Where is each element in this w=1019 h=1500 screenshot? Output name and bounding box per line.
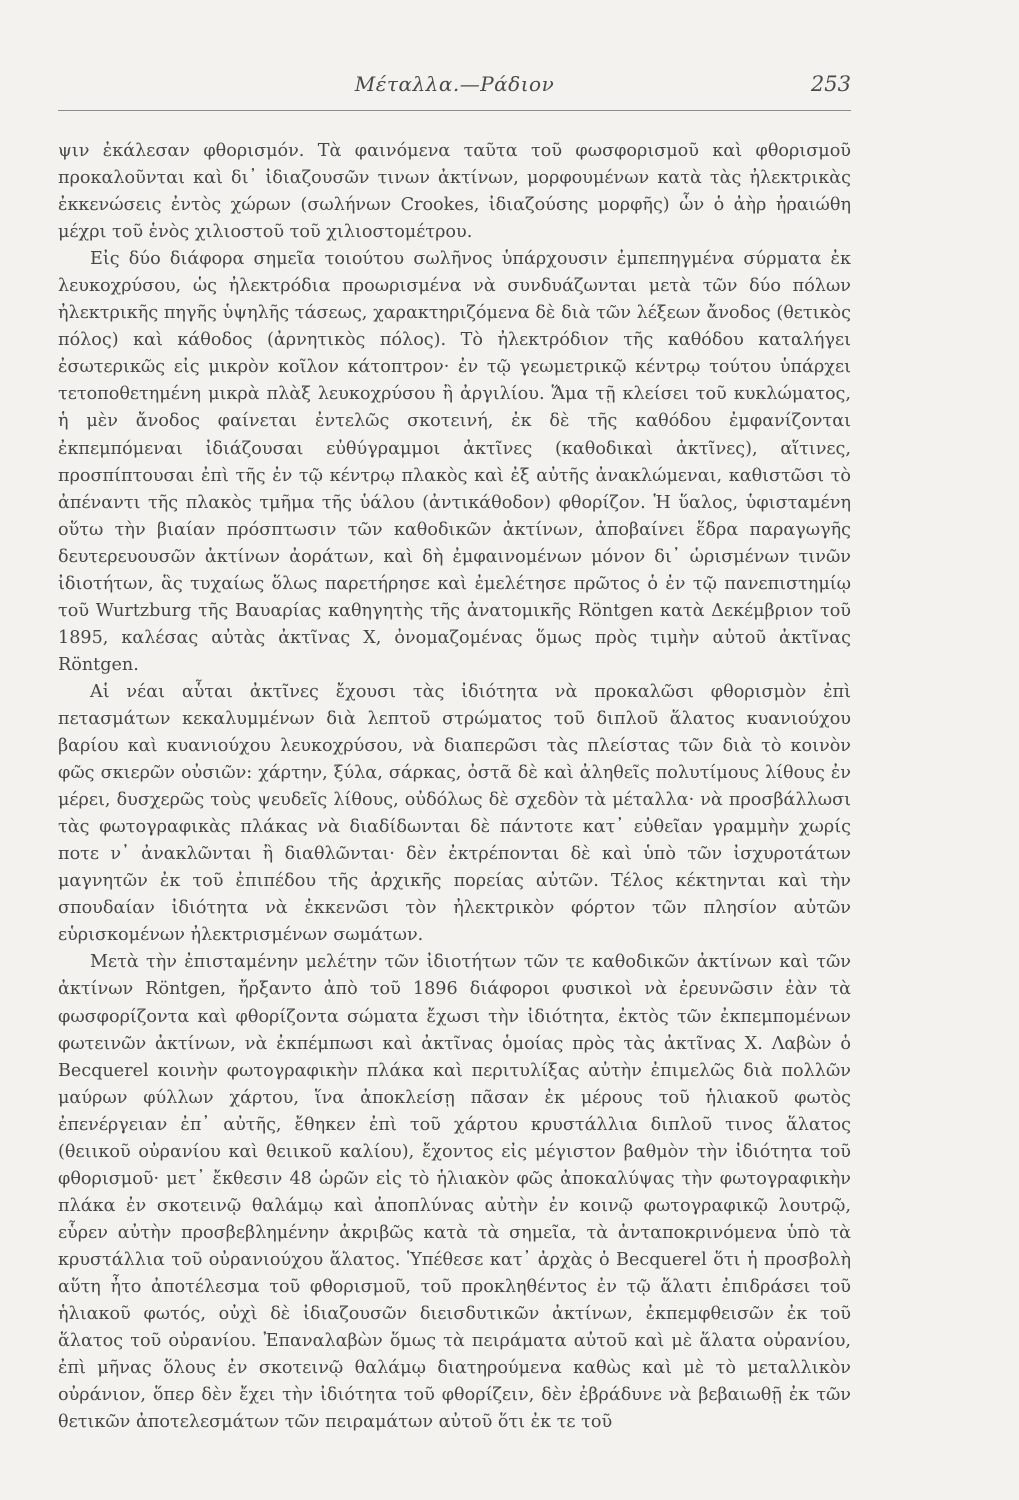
paragraph-2: Εἰς δύο διάφορα σημεῖα τοιούτου σωλῆνος ὑπάρχουσιν ἐμπεπηγμένα σύρματα ἐκ λευκοχρύσου, ὡς ἠλεκτρόδια προωρισμένα νὰ συνδυάζωνται μετὰ τῶν δύο πόλων ἠλεκτρικῆς πηγῆς ὑψηλῆς τάσεως, χαρακτηριζόμενα δὲ διὰ τῶν λέξεων ἄνοδος (θετικὸς πόλος) καὶ κάθοδος (ἀρνητικὸς πόλος). Τὸ ἠλεκτρόδιον τῆς καθόδου καταλήγει ἐσωτερικῶς εἰς μικρὸν κοῖλον κάτοπτρον· ἐν τῷ γεωμετρικῷ κέντρῳ τούτου ὑπάρχει τετοποθετημένη μικρὰ πλὰξ λευκοχρύσου ἢ ἀργιλίου. Ἅμα τῇ κλείσει τοῦ κυκλώματος, ἡ μὲν ἄνοδος φαίνεται ἐντελῶς σκοτεινή, ἐκ δὲ τῆς καθόδου ἐμφανίζονται ἐκπεμπόμεναι ἰδιάζουσαι εὐθύγραμμοι ἀκτῖνες (καθοδικαὶ ἀκτῖνες), αἵτινες, προσπίπτουσαι ἐπὶ τῆς ἐν τῷ κέντρῳ πλακὸς καὶ ἐξ αὐτῆς ἀνακλώμεναι, καθιστῶσι τὸ ἀπέναντι τῆς πλακὸς τμῆμα τῆς ὑάλου (ἀντικάθοδον) φθορίζον. Ἡ ὕαλος, ὑφισταμένη οὕτω τὴν βιαίαν πρόσπτωσιν τῶν καθοδικῶν ἀκτίνων, ἀποβαίνει ἕδρα παραγωγῆς δευτερευουσῶν ἀκτίνων ἀοράτων, καὶ δὴ ἐμφαινομένων μόνον δι᾽ ὡρισμένων τινῶν ἰδιοτήτων, ἃς τυχαίως ὅλως παρετήρησε καὶ ἐμελέτησε πρῶτος ὁ ἐν τῷ πανεπιστημίῳ τοῦ Wurtzburg τῆς Βαυαρίας καθηγητὴς τῆς ἀνατομικῆς Röntgen κατὰ Δεκέμβριον τοῦ 1895, καλέσας αὐτὰς ἀκτῖνας X, ὀνομαζομένας ὅμως πρὸς τιμὴν αὐτοῦ ἀκτῖνας Röntgen. bbox=[58, 249, 851, 675]
body-text bbox=[58, 138, 851, 1436]
page-header bbox=[58, 72, 851, 104]
header-rule bbox=[58, 110, 851, 111]
paragraph-3: Αἱ νέαι αὗται ἀκτῖνες ἔχουσι τὰς ἰδιότητα νὰ προκαλῶσι φθορισμὸν ἐπὶ πετασμάτων κεκαλυμμένων διὰ λεπτοῦ στρώματος τοῦ διπλοῦ ἅλατος κυανιούχου βαρίου καὶ κυανιούχου λευκοχρύσου, νὰ διαπερῶσι τὰς πλείστας τῶν διὰ τὸ κοινὸν φῶς σκιερῶν οὐσιῶν: χάρτην, ξύλα, σάρκας, ὀστᾶ δὲ καὶ ἀληθεῖς πολυτίμους λίθους ἐν μέρει, δυσχερῶς τοὺς ψευδεῖς λίθους, οὐδόλως δὲ σχεδὸν τὰ μέταλλα· νὰ προσβάλλωσι τὰς φωτογραφικὰς πλάκας νὰ διαδίδωνται δὲ πάντοτε κατ᾽ εὐθεῖαν γραμμὴν χωρίς ποτε ν᾽ ἀνακλῶνται ἢ διαθλῶνται· δὲν ἐκτρέπονται δὲ καὶ ὑπὸ τῶν ἰσχυροτάτων μαγνητῶν ἐκ τοῦ ἐπιπέδου τῆς ἀρχικῆς πορείας αὐτῶν. Τέλος κέκτηνται καὶ τὴν σπουδαίαν ἰδιότητα νὰ ἐκκενῶσι τὸν ἠλεκτρικὸν φόρτον τῶν πλησίον αὐτῶν εὑρισκομένων ἠλεκτρισμένων σωμάτων. bbox=[58, 681, 851, 946]
page-number: 253 bbox=[810, 72, 851, 96]
paragraph-4: Μετὰ τὴν ἐπισταμένην μελέτην τῶν ἰδιοτήτων τῶν τε καθοδικῶν ἀκτίνων καὶ τῶν ἀκτίνων Röntgen, ἤρξαντο ἀπὸ τοῦ 1896 διάφοροι φυσικοὶ νὰ ἐρευνῶσιν ἐὰν τὰ φωσφορίζοντα καὶ φθορίζοντα σώματα ἔχωσι τὴν ἰδιότητα, ἐκτὸς τῶν ἐκπεμπομένων φωτεινῶν ἀκτίνων, νὰ ἐκπέμπωσι καὶ ἀκτῖνας ὁμοίας πρὸς τὰς ἀκτῖνας X. Λαβὼν ὁ Becquerel κοινὴν φωτογραφικὴν πλάκα καὶ περιτυλίξας αὐτὴν ἐπιμελῶς διὰ πολλῶν μαύρων φύλλων χάρτου, ἵνα ἀποκλείσῃ πᾶσαν ἐκ μέρους τοῦ ἡλιακοῦ φωτὸς ἐπενέργειαν ἐπ᾽ αὐτῆς, ἔθηκεν ἐπὶ τοῦ χάρτου κρυστάλλια διπλοῦ τινος ἅλατος (θειικοῦ οὐρανίου καὶ θειικοῦ καλίου), ἔχοντος εἰς μέγιστον βαθμὸν τὴν ἰδιότητα τοῦ φθορισμοῦ· μετ᾽ ἔκθεσιν 48 ὡρῶν εἰς τὸ ἡλιακὸν φῶς ἀποκαλύψας τὴν φωτογραφικὴν πλάκα ἐν σκοτεινῷ θαλάμῳ καὶ ἀποπλύνας αὐτὴν ἐν κοινῷ φωτογραφικῷ λουτρῷ, εὗρεν αὐτὴν προσβεβλημένην ἀκριβῶς κατὰ τὰ σημεῖα, τὰ ἀνταποκρινόμενα ὑπὸ τὰ κρυστάλλια τοῦ οὐρανιούχου ἅλατος. Ὑπέθεσε κατ᾽ ἀρχὰς ὁ Becquerel ὅτι ἡ προσβολὴ αὕτη ἦτο ἀποτέλεσμα τοῦ φθορισμοῦ, τοῦ προκληθέντος ἐν τῷ ἅλατι ἐπιδράσει τοῦ ἡλιακοῦ φωτός, οὐχὶ δὲ ἰδιαζουσῶν διεισδυτικῶν ἀκτίνων, ἐκπεμφθεισῶν ἐκ τοῦ ἅλατος τοῦ οὐρανίου. Ἐπαναλαβὼν ὅμως τὰ πειράματα αὐτοῦ καὶ μὲ ἅλατα οὐρανίου, ἐπὶ μῆνας ὅλους ἐν σκοτεινῷ θαλάμῳ διατηρούμενα καθὼς καὶ μὲ τὸ μεταλλικὸν οὐράνιον, ὅπερ δὲν ἔχει τὴν ἰδιότητα τοῦ φθορίζειν, δὲν ἐβράδυνε νὰ βεβαιωθῇ ἐκ τῶν θετικῶν ἀποτελεσμάτων τῶν πειραμάτων αὐτοῦ ὅτι ἐκ τε τοῦ bbox=[58, 952, 851, 1433]
paragraph-1: ψιν ἐκάλεσαν φθορισμόν. Τὰ φαινόμενα ταῦτα τοῦ φωσφορισμοῦ καὶ φθορισμοῦ προκαλοῦνται καὶ δι᾽ ἰδιαζουσῶν τινων ἀκτίνων, μορφουμένων κατὰ τὰς ἠλεκτρικὰς ἐκκενώσεις ἐντὸς χώρων (σωλήνων Crookes, ἰδιαζούσης μορφῆς) ὧν ὁ ἀὴρ ἠραιώθη μέχρι τοῦ ἑνὸς χιλιοστοῦ τοῦ χιλιοστομέτρου. bbox=[58, 141, 851, 243]
running-title: Μέταλλα.—Ράδιον bbox=[354, 72, 555, 96]
